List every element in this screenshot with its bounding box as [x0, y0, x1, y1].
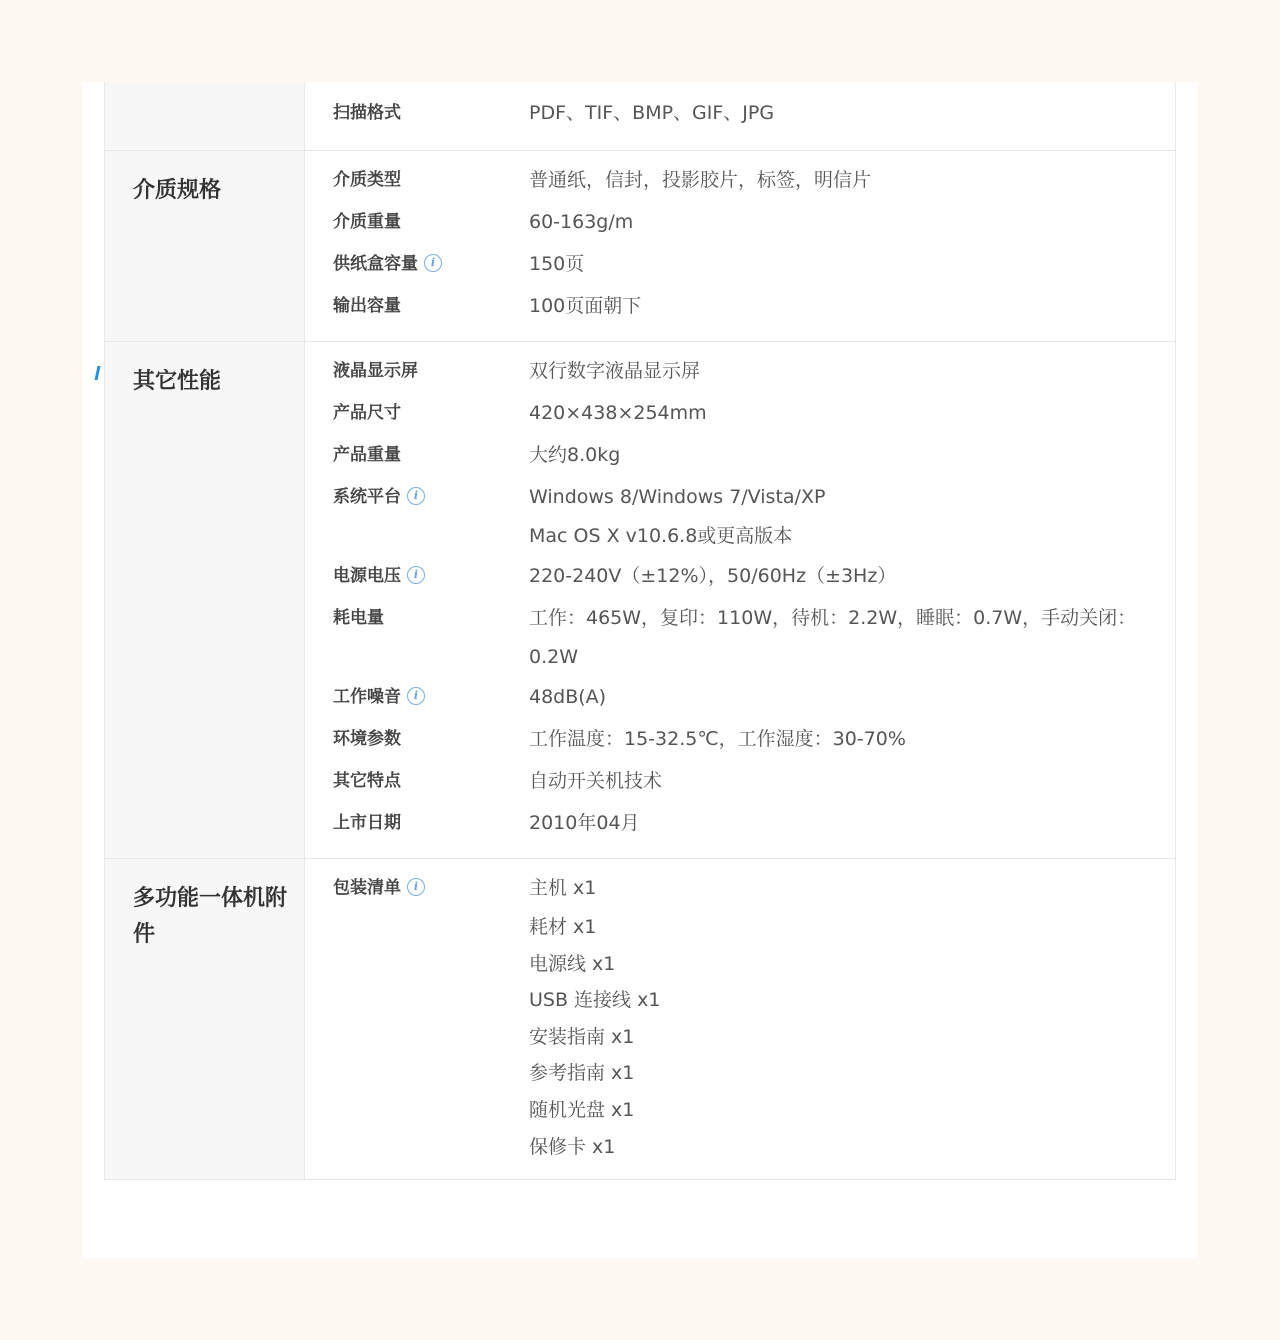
spec-row [305, 243, 1175, 285]
spec-label-text: 其它特点 [333, 771, 401, 791]
section-title: 多功能一体机附件 [105, 859, 305, 1179]
spec-value-line: 双行数字液晶显示屏 [529, 360, 701, 382]
spec-row [305, 597, 1175, 676]
spec-value-line: 48dB(A) [529, 686, 607, 708]
spec-value-line: 普通纸，信封，投影胶片，标签，明信片 [529, 169, 872, 191]
package-item: USB 连接线 x1 [529, 989, 661, 1012]
spec-row [305, 760, 1175, 802]
spec-label-text: 包装清单 [333, 878, 401, 898]
spec-label-text: 产品尺寸 [333, 403, 401, 423]
section-title [105, 82, 305, 150]
spec-value-line: 自动开关机技术 [529, 770, 663, 792]
info-icon[interactable]: i [407, 687, 425, 705]
spec-row [305, 676, 1175, 718]
spec-label-text: 液晶显示屏 [333, 361, 418, 381]
section-body [305, 82, 1175, 150]
package-item: 参考指南 x1 [529, 1062, 635, 1085]
spec-label [305, 243, 529, 285]
spec-label [305, 718, 529, 760]
spec-row [305, 159, 1175, 201]
spec-label [305, 392, 529, 434]
spec-value-line: 2010年04月 [529, 812, 640, 834]
info-icon[interactable]: i [407, 878, 425, 896]
spec-label [305, 285, 529, 327]
section-scan [105, 82, 1175, 150]
spec-value [529, 718, 1175, 760]
spec-value-line: 60-163g/m [529, 211, 634, 233]
spec-label-text: 输出容量 [333, 296, 401, 316]
package-item: 主机 x1 [529, 877, 597, 899]
spec-label-text: 上市日期 [333, 813, 401, 833]
spec-row [305, 285, 1175, 327]
spec-value [529, 92, 1175, 134]
spec-value-line: 工作温度：15-32.5℃，工作湿度：30-70% [529, 728, 906, 750]
spec-value [529, 867, 1175, 1165]
spec-value [529, 285, 1175, 327]
spec-value [529, 555, 1175, 597]
spec-value [529, 802, 1175, 844]
spec-row [305, 555, 1175, 597]
spec-label [305, 760, 529, 802]
spec-label-text: 耗电量 [333, 608, 384, 628]
spec-value [529, 159, 1175, 201]
spec-value [529, 434, 1175, 476]
spec-label [305, 597, 529, 639]
info-icon[interactable]: i [407, 566, 425, 584]
package-item: 耗材 x1 [529, 916, 597, 938]
section-body [305, 151, 1175, 341]
spec-value-line: 大约8.0kg [529, 444, 621, 466]
spec-row [305, 718, 1175, 760]
spec-label-text: 系统平台 [333, 487, 401, 507]
spec-label-text: 产品重量 [333, 445, 401, 465]
spec-row [305, 392, 1175, 434]
section-other [105, 341, 1175, 858]
package-item: 安装指南 x1 [529, 1025, 635, 1048]
spec-value-line: PDF、TIF、BMP、GIF、JPG [529, 102, 775, 124]
spec-label-text: 环境参数 [333, 729, 401, 749]
spec-label-text: 扫描格式 [333, 103, 401, 123]
spec-value-line: 工作：465W，复印：110W，待机：2.2W，睡眠：0.7W，手动关闭： [529, 607, 1137, 629]
spec-value [529, 597, 1175, 676]
spec-label-text: 工作噪音 [333, 687, 401, 707]
spec-value-line: 150页 [529, 253, 585, 275]
section-title: 其它性能 [105, 342, 305, 858]
package-item: 电源线 x1 [529, 952, 616, 975]
spec-label [305, 434, 529, 476]
spec-label-text: 介质类型 [333, 170, 401, 190]
spec-label [305, 555, 529, 597]
spec-row [305, 350, 1175, 392]
spec-label [305, 92, 529, 134]
section-accessories [105, 858, 1175, 1179]
spec-table [104, 82, 1176, 1180]
spec-row [305, 201, 1175, 243]
section-title: 介质规格 [105, 151, 305, 341]
spec-value-line: 420×438×254mm [529, 402, 707, 424]
info-icon[interactable]: i [424, 254, 442, 272]
spec-value [529, 350, 1175, 392]
spec-value [529, 243, 1175, 285]
spec-row [305, 867, 1175, 1165]
section-body [305, 342, 1175, 858]
spec-value-line: Windows 8/Windows 7/Vista/XP [529, 486, 826, 508]
package-item: 随机光盘 x1 [529, 1098, 635, 1121]
spec-label [305, 350, 529, 392]
spec-row [305, 802, 1175, 844]
package-item: 保修卡 x1 [529, 1135, 616, 1158]
spec-value-line: 0.2W [529, 646, 579, 668]
spec-label [305, 201, 529, 243]
spec-value [529, 676, 1175, 718]
spec-label [305, 802, 529, 844]
spec-value-line: 220-240V（±12%），50/60Hz（±3Hz） [529, 565, 897, 587]
spec-row [305, 92, 1175, 134]
spec-value [529, 476, 1175, 555]
spec-value [529, 201, 1175, 243]
section-media [105, 150, 1175, 341]
spec-row [305, 476, 1175, 555]
spec-label [305, 676, 529, 718]
spec-value [529, 392, 1175, 434]
spec-value-line: Mac OS X v10.6.8或更高版本 [529, 525, 793, 547]
spec-label-text: 电源电压 [333, 566, 401, 586]
spec-label-text: 介质重量 [333, 212, 401, 232]
info-icon[interactable]: i [407, 487, 425, 505]
spec-value-line: 100页面朝下 [529, 295, 642, 317]
spec-value [529, 760, 1175, 802]
spec-label [305, 867, 529, 909]
spec-label [305, 159, 529, 201]
spec-label [305, 476, 529, 518]
spec-label-text: 供纸盒容量 [333, 254, 418, 274]
spec-row [305, 434, 1175, 476]
section-body [305, 859, 1175, 1179]
